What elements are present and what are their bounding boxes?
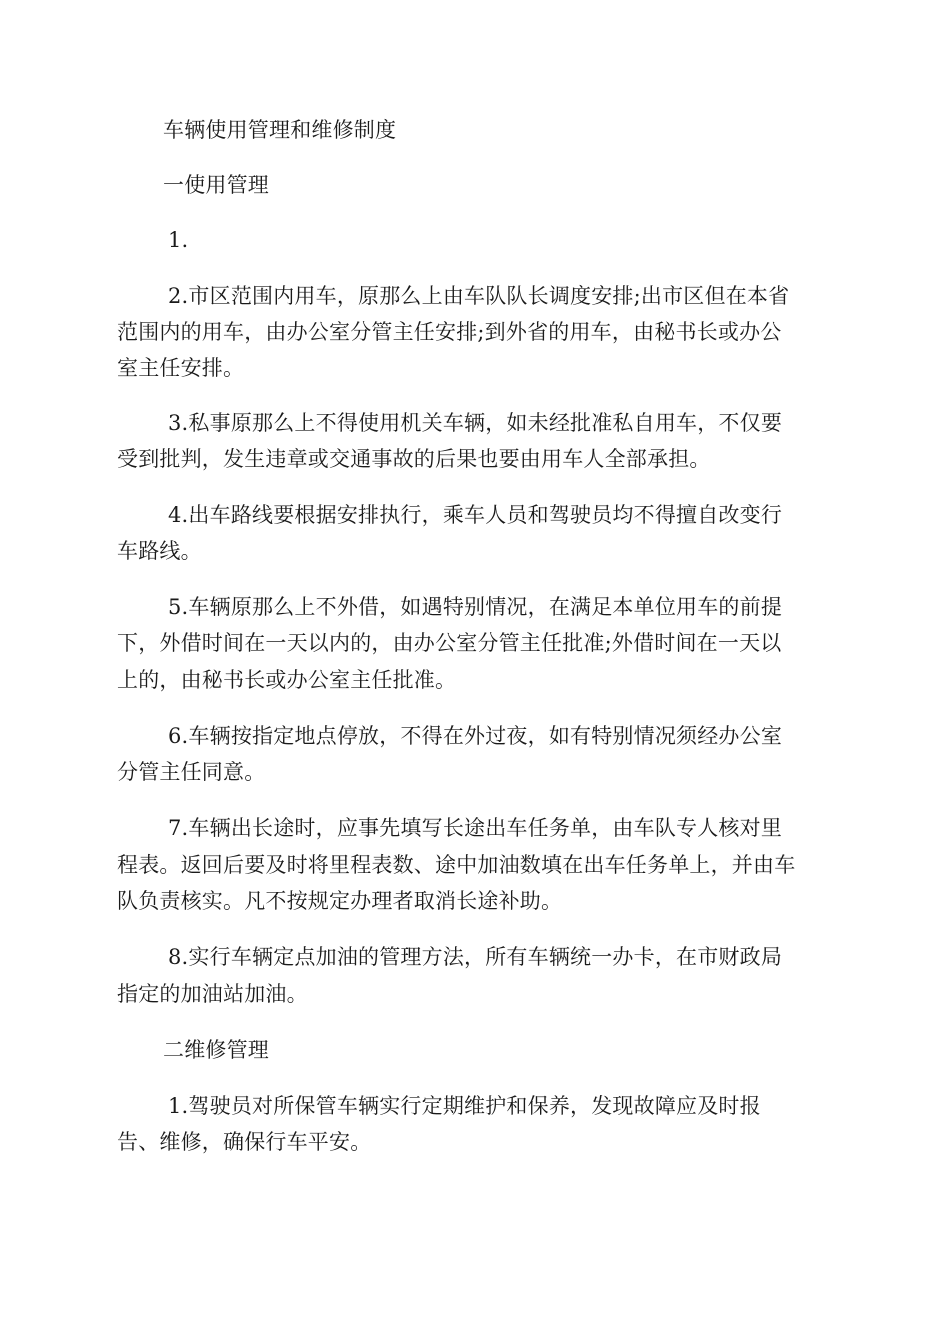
paragraph-line: 范围内的用车，由办公室分管主任安排;到外省的用车，由秘书长或办公: [117, 320, 782, 344]
paragraph-line: 1.驾驶员对所保管车辆实行定期维护和保养，发现故障应及时报: [168, 1094, 761, 1118]
document-title: 车辆使用管理和维修制度: [163, 118, 397, 142]
paragraph-line: 上的，由秘书长或办公室主任批准。: [117, 668, 457, 692]
paragraph-line: 8.实行车辆定点加油的管理方法，所有车辆统一办卡，在市财政局: [168, 945, 783, 969]
paragraph-line: 3.私事原那么上不得使用机关车辆，如未经批准私自用车，不仅要: [168, 411, 783, 435]
section-heading-maintenance: 二维修管理: [163, 1038, 269, 1062]
paragraph-line: 分管主任同意。: [117, 760, 266, 784]
paragraph-line: 2.市区范围内用车，原那么上由车队队长调度安排;出市区但在本省: [168, 284, 790, 308]
paragraph-line: 受到批判，发生违章或交通事故的后果也要由用车人全部承担。: [117, 447, 711, 471]
paragraph-line: 6.车辆按指定地点停放，不得在外过夜，如有特别情况须经办公室: [168, 724, 783, 748]
section-heading-usage: 一使用管理: [163, 173, 269, 197]
paragraph-line: 队负责核实。凡不按规定办理者取消长途补助。: [117, 889, 563, 913]
paragraph-line: 室主任安排。: [117, 356, 245, 380]
paragraph-line: 7.车辆出长途时，应事先填写长途出车任务单，由车队专人核对里: [168, 816, 783, 840]
paragraph-line: 告、维修，确保行车平安。: [117, 1130, 372, 1154]
usage-item-1: 1.: [168, 228, 189, 252]
paragraph-line: 5.车辆原那么上不外借，如遇特别情况，在满足本单位用车的前提: [168, 595, 783, 619]
paragraph-line: 指定的加油站加油。: [117, 982, 308, 1006]
paragraph-line: 车路线。: [117, 539, 202, 563]
paragraph-line: 下，外借时间在一天以内的，由办公室分管主任批准;外借时间在一天以: [117, 631, 782, 655]
paragraph-line: 程表。返回后要及时将里程表数、途中加油数填在出车任务单上，并由车: [117, 853, 796, 877]
paragraph-line: 4.出车路线要根据安排执行，乘车人员和驾驶员均不得擅自改变行: [168, 503, 783, 527]
